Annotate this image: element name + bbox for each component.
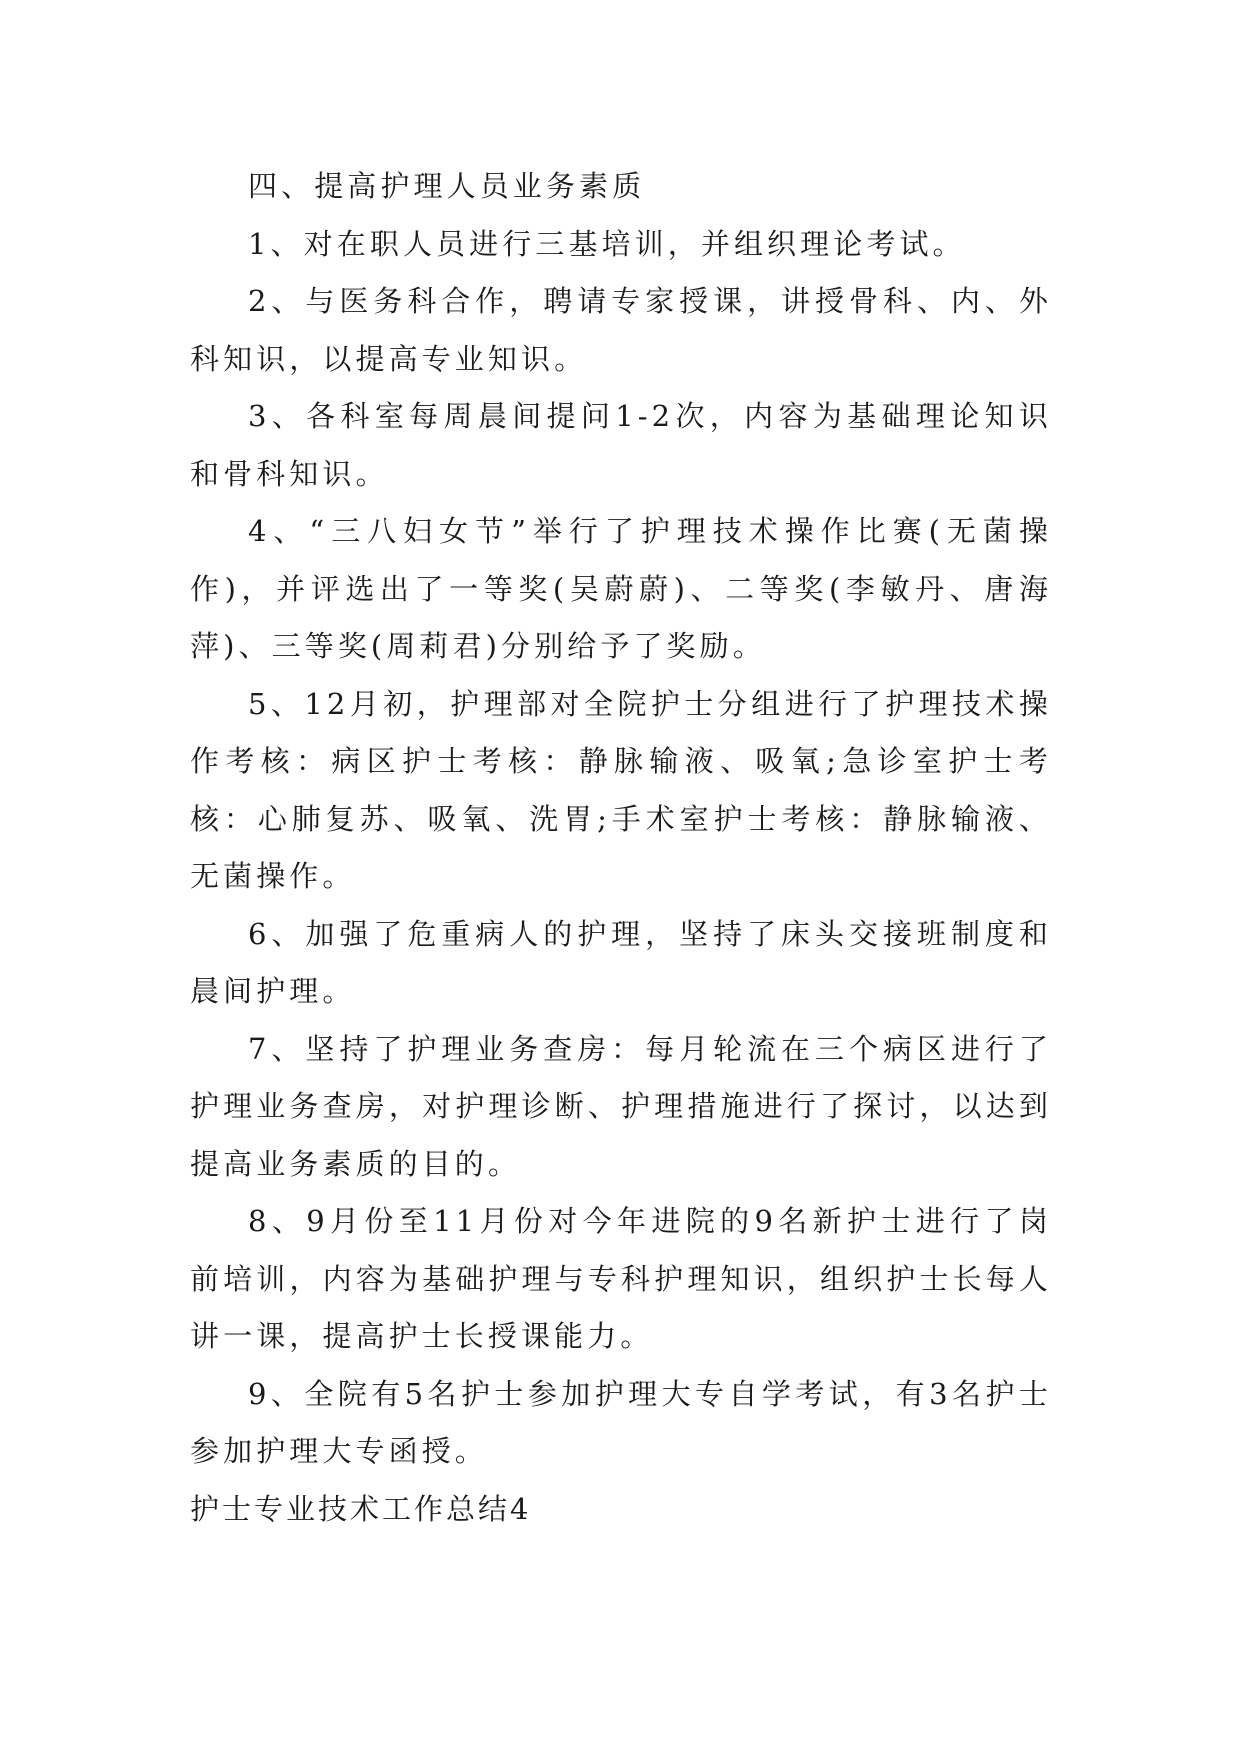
- list-item-5: 5、12月初，护理部对全院护士分组进行了护理技术操作考核：病区护士考核：静脉输液、吸氧;急诊室护士考核：心肺复苏、吸氧、洗胃;手术室护士考核：静脉输液、无菌操作。: [190, 686, 1052, 893]
- list-item-9: 9、全院有5名护士参加护理大专自学考试，有3名护士参加护理大专函授。: [190, 1376, 1052, 1468]
- list-item-8: 8、9月份至11月份对今年进院的9名新护士进行了岗前培训，内容为基础护理与专科护理知识，组织护士长每人讲一课，提高护士长授课能力。: [190, 1204, 1052, 1353]
- list-item-1: 1、对在职人员进行三基培训，并组织理论考试。: [248, 226, 966, 261]
- list-item-7: 7、坚持了护理业务查房：每月轮流在三个病区进行了护理业务查房，对护理诊断、护理措施进行了探讨，以达到提高业务素质的目的。: [190, 1031, 1052, 1181]
- section-heading: 四、提高护理人员业务素质: [248, 169, 646, 203]
- list-item-2: 2、与医务科合作，聘请专家授课，讲授骨科、内、外科知识，以提高专业知识。: [190, 284, 1052, 376]
- section-title: 护士专业技术工作总结4: [190, 1491, 532, 1526]
- list-item-3: 3、各科室每周晨间提问1-2次，内容为基础理论知识和骨科知识。: [190, 399, 1052, 491]
- list-item-4: 4、“三八妇女节”举行了护理技术操作比赛(无菌操作)，并评选出了一等奖(吴蔚蔚)、二等奖(李敏丹、唐海萍)、三等奖(周莉君)分别给予了奖励。: [190, 514, 1052, 663]
- list-item-6: 6、加强了危重病人的护理，坚持了床头交接班制度和晨间护理。: [190, 916, 1052, 1008]
- document-body: [190, 158, 1052, 1538]
